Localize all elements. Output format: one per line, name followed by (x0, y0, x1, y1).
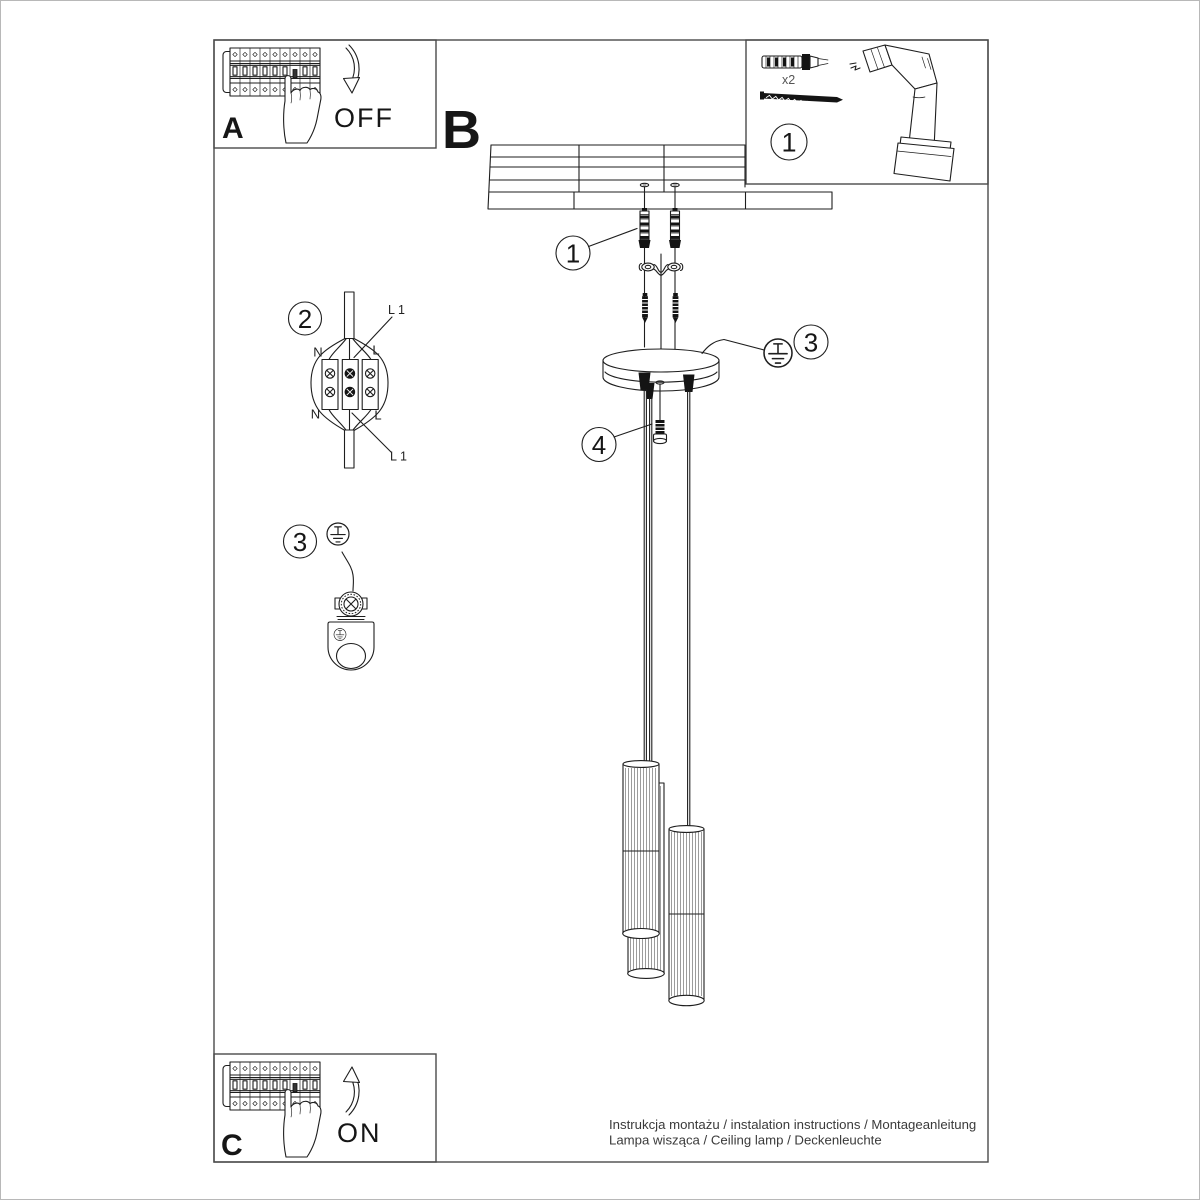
step-3-number: 3 (803, 327, 819, 358)
leader-line (589, 229, 638, 247)
wall-plug-icon (639, 208, 651, 248)
panel-a-label: A (222, 112, 244, 145)
ground-symbol-icon (327, 523, 349, 545)
drill-icon (850, 45, 954, 181)
wire-label-l-bottom: L (374, 407, 382, 423)
canopy (603, 340, 724, 400)
mounting-plate (328, 622, 374, 670)
wiring-diagram (289, 292, 407, 468)
ground-terminal (335, 592, 367, 622)
step-2-number: 2 (297, 304, 313, 334)
terminal-screw-icon (345, 387, 356, 398)
wire-label-n-top: N (313, 344, 323, 360)
terminal-screw-icon (325, 387, 334, 396)
wall-plug-icon (762, 54, 828, 70)
suspension-part (654, 384, 667, 444)
arrow-down-icon (344, 45, 360, 93)
ground-wire (702, 340, 724, 354)
pendant-lamp (669, 826, 704, 1006)
panel-c (221, 1062, 382, 1162)
screw-icon (760, 92, 843, 108)
wire-label-l-top: L (372, 342, 380, 358)
panel-c-label: C (221, 1129, 243, 1162)
terminal-screw-icon (345, 368, 356, 379)
section-b-label: B (442, 100, 481, 160)
lamp-cable (345, 430, 355, 468)
supply-cable (345, 292, 355, 339)
parts-step-number: 1 (781, 127, 797, 158)
wall-plug-icon (669, 208, 681, 248)
leader-line (724, 340, 764, 351)
terminal-screw-icon (325, 369, 334, 378)
panel-a-action: OFF (334, 103, 394, 133)
instruction-drawing (1, 1, 1200, 1200)
mounting-screw-icon (642, 293, 648, 323)
step-1-number: 1 (565, 238, 581, 269)
wire-label-l1-bottom: L 1 (390, 449, 407, 464)
footer-line2: Lampa wisząca / Ceiling lamp / Deckenleuchte (609, 1132, 882, 1148)
cord-grip (683, 375, 695, 393)
step-3-number: 3 (292, 527, 308, 557)
pendant-lamps (623, 390, 705, 1006)
terminal-segment (362, 360, 378, 410)
terminal-segment (342, 360, 358, 410)
pendant-lamp (623, 761, 660, 939)
step-4-number: 4 (591, 430, 607, 460)
ground-symbol-icon (764, 339, 792, 367)
panel-c-action: ON (337, 1118, 382, 1148)
arrow-up-icon (344, 1067, 360, 1115)
wire-label-l1-top: L 1 (388, 303, 405, 317)
screw-quantity: x2 (782, 73, 796, 87)
terminal-segment (322, 360, 338, 410)
footer (609, 1117, 976, 1148)
wire-label-n-bottom: N (310, 406, 321, 422)
panel-a (222, 45, 394, 145)
drawing-frame (214, 40, 988, 1162)
ground-wire (342, 552, 353, 591)
terminal-screw-icon (366, 387, 375, 396)
ground-connection (284, 523, 375, 670)
mounting-screw-icon (673, 293, 679, 323)
mounting-assembly (556, 187, 828, 462)
parts-box-content (760, 45, 954, 181)
footer-line1: Instrukcja montażu / instalation instructions / Montageanleitung (609, 1117, 977, 1132)
terminal-screw-icon (366, 369, 375, 378)
